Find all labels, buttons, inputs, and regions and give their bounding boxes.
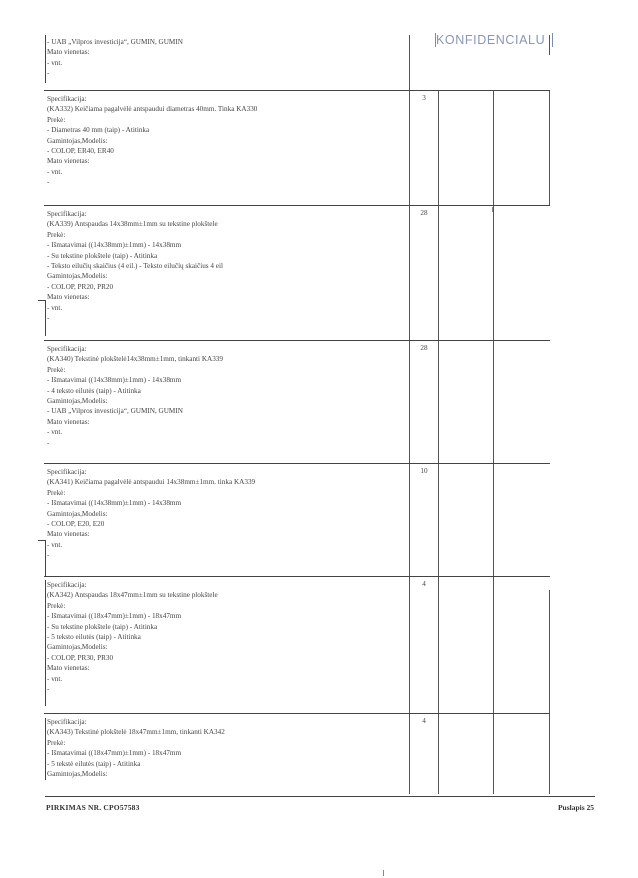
description-line: - UAB „Vilpros investicija“, GUMIN, GUMIN bbox=[47, 407, 183, 416]
scan-speck bbox=[492, 207, 493, 212]
description-line: (KA332) Keičiama pagalvėlė antspaudui diametras 40mm. Tinka KA330 bbox=[47, 105, 258, 114]
item-description bbox=[47, 580, 407, 694]
description-line: Specifikacija: bbox=[47, 345, 87, 353]
scan-margin-mark bbox=[45, 580, 46, 706]
description-line: Mato vienetas: bbox=[47, 530, 90, 539]
scan-speck bbox=[383, 870, 384, 876]
stamp-border-left bbox=[435, 33, 436, 47]
description-line: - bbox=[47, 551, 50, 560]
description-line: - bbox=[47, 438, 50, 447]
description-line: - 4 teksto eilutės (taip) - Atitinka bbox=[47, 386, 141, 395]
description-line: - Išmatavimai ((14x38mm)±1mm) - 14x38mm bbox=[47, 241, 182, 250]
description-line: Mato vienetas: bbox=[47, 48, 90, 57]
description-line: Specifikacija: bbox=[47, 718, 87, 726]
description-line: Prekė: bbox=[47, 488, 66, 497]
description-line: - vnt. bbox=[47, 167, 63, 176]
description-line: Specifikacija: bbox=[47, 95, 87, 103]
description-line: Specifikacija: bbox=[47, 581, 87, 589]
description-line: Gamintojas,Modelis: bbox=[47, 136, 108, 145]
item-description bbox=[47, 94, 407, 188]
description-line: Gamintojas,Modelis: bbox=[47, 509, 108, 518]
scan-margin-mark bbox=[38, 300, 46, 301]
item-quantity: 28 bbox=[420, 209, 428, 217]
description-line: - bbox=[47, 314, 50, 323]
description-line: Gamintojas,Modelis: bbox=[47, 643, 108, 652]
description-line: - 5 tekstė eilutės (taip) - Atitinka bbox=[47, 759, 141, 768]
description-line: (KA342) Antspaudas 18x47mm±1mm su tekstine plokštele bbox=[47, 591, 218, 600]
description-line: - Su tekstine plokštele (taip) - Atitinka bbox=[47, 622, 158, 631]
description-line: - Diametras 40 mm (taip) - Atitinka bbox=[47, 126, 150, 135]
description-line: Prekė: bbox=[47, 365, 66, 374]
description-line: - Teksto eilučių skaičius (4 eil.) - Teksto eilučių skaičius 4 eil bbox=[47, 262, 223, 271]
description-line: Mato vienetas: bbox=[47, 157, 90, 166]
item-description bbox=[47, 717, 407, 779]
row-separator bbox=[44, 463, 550, 464]
table-column-divider bbox=[549, 590, 550, 794]
description-line: Gamintojas,Modelis: bbox=[47, 770, 108, 779]
table-column-divider bbox=[409, 35, 410, 794]
description-line: Specifikacija: bbox=[47, 210, 87, 218]
scan-margin-mark bbox=[45, 300, 46, 336]
description-line: - vnt. bbox=[47, 674, 63, 683]
description-line: (KA343) Tekstinė plokštelė 18x47mm±1mm, tinkanti KA342 bbox=[47, 728, 225, 737]
description-line: Mato vienetas: bbox=[47, 664, 90, 673]
item-quantity: 28 bbox=[420, 344, 428, 352]
description-line: - UAB „Vilpros investicija“, GUMIN, GUMIN bbox=[47, 38, 183, 46]
description-line: Mato vienetas: bbox=[47, 293, 90, 302]
item-description bbox=[47, 344, 407, 448]
description-line: - Išmatavimai ((14x38mm)±1mm) - 14x38mm bbox=[47, 376, 182, 385]
item-description bbox=[47, 209, 407, 323]
description-line: Prekė: bbox=[47, 230, 66, 239]
table-column-divider bbox=[493, 90, 494, 794]
scan-margin-mark bbox=[45, 540, 46, 576]
description-line: (KA339) Antspaudas 14x38mm±1mm su tekstine plokštele bbox=[47, 220, 218, 229]
description-line: - COLOP, PR20, PR20 bbox=[47, 282, 114, 291]
confidential-stamp: KONFIDENCIALU bbox=[436, 33, 546, 47]
description-line: - COLOP, ER40, ER40 bbox=[47, 147, 114, 156]
continued-item-description bbox=[47, 37, 407, 79]
description-line: - Išmatavimai ((14x38mm)±1mm) - 14x38mm bbox=[47, 499, 182, 508]
table-column-divider bbox=[549, 90, 550, 205]
description-line: Mato vienetas: bbox=[47, 417, 90, 426]
item-quantity: 3 bbox=[422, 94, 426, 102]
table-column-divider bbox=[549, 35, 550, 55]
description-line: (KA340) Tekstinė plokštelė14x38mm±1mm, tinkanti KA339 bbox=[47, 355, 223, 364]
page-number: Puslapis 25 bbox=[557, 803, 594, 812]
description-line: - COLOP, E20, E20 bbox=[47, 520, 105, 529]
description-line: - vnt. bbox=[47, 58, 63, 67]
description-line: - vnt. bbox=[47, 303, 63, 312]
stamp-border-right bbox=[552, 33, 553, 47]
description-line: - bbox=[47, 178, 50, 187]
description-line: - Su tekstine plokštele (taip) - Atitinka bbox=[47, 251, 158, 260]
description-line: - vnt. bbox=[47, 428, 63, 437]
description-line: - COLOP, PR30, PR30 bbox=[47, 653, 114, 662]
description-line: Gamintojas,Modelis: bbox=[47, 397, 108, 406]
description-line: Specifikacija: bbox=[47, 468, 87, 476]
procurement-number: PIRKIMAS NR. CPO57583 bbox=[46, 803, 140, 812]
description-line: - Išmatavimai ((18x47mm)±1mm) - 18x47mm bbox=[47, 612, 182, 621]
row-separator bbox=[44, 90, 550, 91]
table-column-divider bbox=[438, 90, 439, 794]
description-line: - Išmatavimai ((18x47mm)±1mm) - 18x47mm bbox=[47, 749, 182, 758]
description-line: - 5 teksto eilutės (taip) - Atitinka bbox=[47, 633, 141, 642]
description-line: Prekė: bbox=[47, 738, 66, 747]
description-line: - bbox=[47, 69, 50, 78]
scan-margin-mark bbox=[38, 540, 46, 541]
item-quantity: 4 bbox=[422, 717, 426, 725]
row-separator bbox=[44, 576, 550, 577]
row-separator bbox=[44, 340, 550, 341]
item-quantity: 4 bbox=[422, 580, 426, 588]
item-quantity: 10 bbox=[420, 467, 428, 475]
description-line: Prekė: bbox=[47, 601, 66, 610]
scan-margin-mark bbox=[45, 718, 46, 780]
description-line: Prekė: bbox=[47, 115, 66, 124]
row-separator bbox=[44, 713, 550, 714]
item-description bbox=[47, 467, 407, 561]
row-separator bbox=[44, 205, 550, 206]
description-line: (KA341) Keičiama pagalvėlė antspaudui 14x38mm±1mm. tinka KA339 bbox=[47, 478, 256, 487]
description-line: - vnt. bbox=[47, 540, 63, 549]
scan-margin-mark bbox=[45, 35, 46, 83]
footer-rule bbox=[45, 796, 595, 797]
description-line: - bbox=[47, 685, 50, 694]
description-line: Gamintojas,Modelis: bbox=[47, 272, 108, 281]
